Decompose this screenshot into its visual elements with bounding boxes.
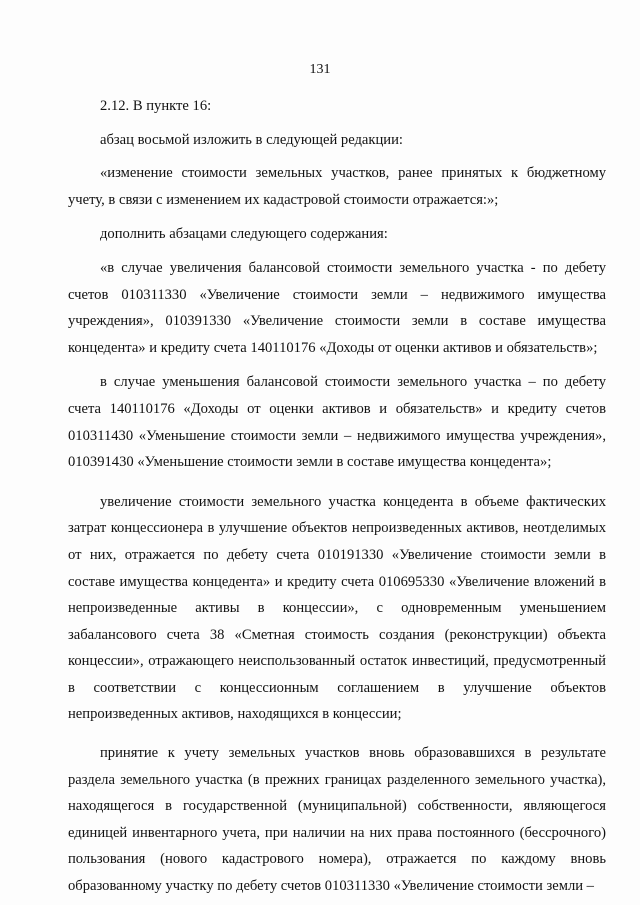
document-body (68, 93, 606, 900)
paragraph: абзац восьмой изложить в следующей редакции: (100, 131, 403, 148)
paragraph: дополнить абзацами следующего содержания: (100, 226, 388, 243)
paragraph: «изменение стоимости земельных участков, ранее принятых к бюджетному учету, в связи с изменением их кадастровой стоимости отражается:»; (68, 165, 606, 208)
paragraph: «в случае увеличения балансовой стоимости земельного участка - по дебету счетов 010311330 «Увеличение стоимости земли – недвижимого имущества учреждения», 010391330 «Увеличение стоимости земли в составе имущества концедента» и кредиту счета 140110176 «Доходы от оценки активов и обязательств»; (68, 259, 606, 356)
page-number: 131 (309, 62, 331, 77)
paragraph: в случае уменьшения балансовой стоимости земельного участка – по дебету счета 140110176 «Доходы от оценки активов и обязательств» и кредиту счетов 010311430 «Уменьшение стоимости земли – недвижимого имущества учреждения», 010391430 «Уменьшение стоимости земли в составе имущества концедента»; (68, 374, 606, 471)
paragraph: увеличение стоимости земельного участка концедента в объеме фактических затрат концессионера в улучшение объектов непроизведенных активов, неотделимых от них, отражается по дебету счета 010191330 «Увеличение стоимости земли в составе имущества концедента» и кредиту счета 010695330 «Увеличение вложений в непроизведенные активы в концессии», с одновременным уменьшением забалансового счета 38 «Сметная стоимость создания (реконструкции) объекта концессии», отражающего неиспользованный остаток инвестиций, предусмотренный в соответствии с концессионным соглашением в улучшение объектов непроизведенных активов, находящихся в концессии; (68, 493, 606, 723)
paragraph: принятие к учету земельных участков вновь образовавшихся в результате раздела земельного участка (в прежних границах разделенного земельного участка), находящегося в государственной (муниципальной) собственности, являющегося единицей инвентарного учета, при наличии на них права постоянного (бессрочного) пользования (нового кадастрового номера), отражается по каждому вновь образованному участку по дебету счетов 010311330 «Увеличение стоимости земли – (68, 745, 606, 895)
paragraph-section-heading: 2.12. В пункте 16: (100, 98, 212, 114)
